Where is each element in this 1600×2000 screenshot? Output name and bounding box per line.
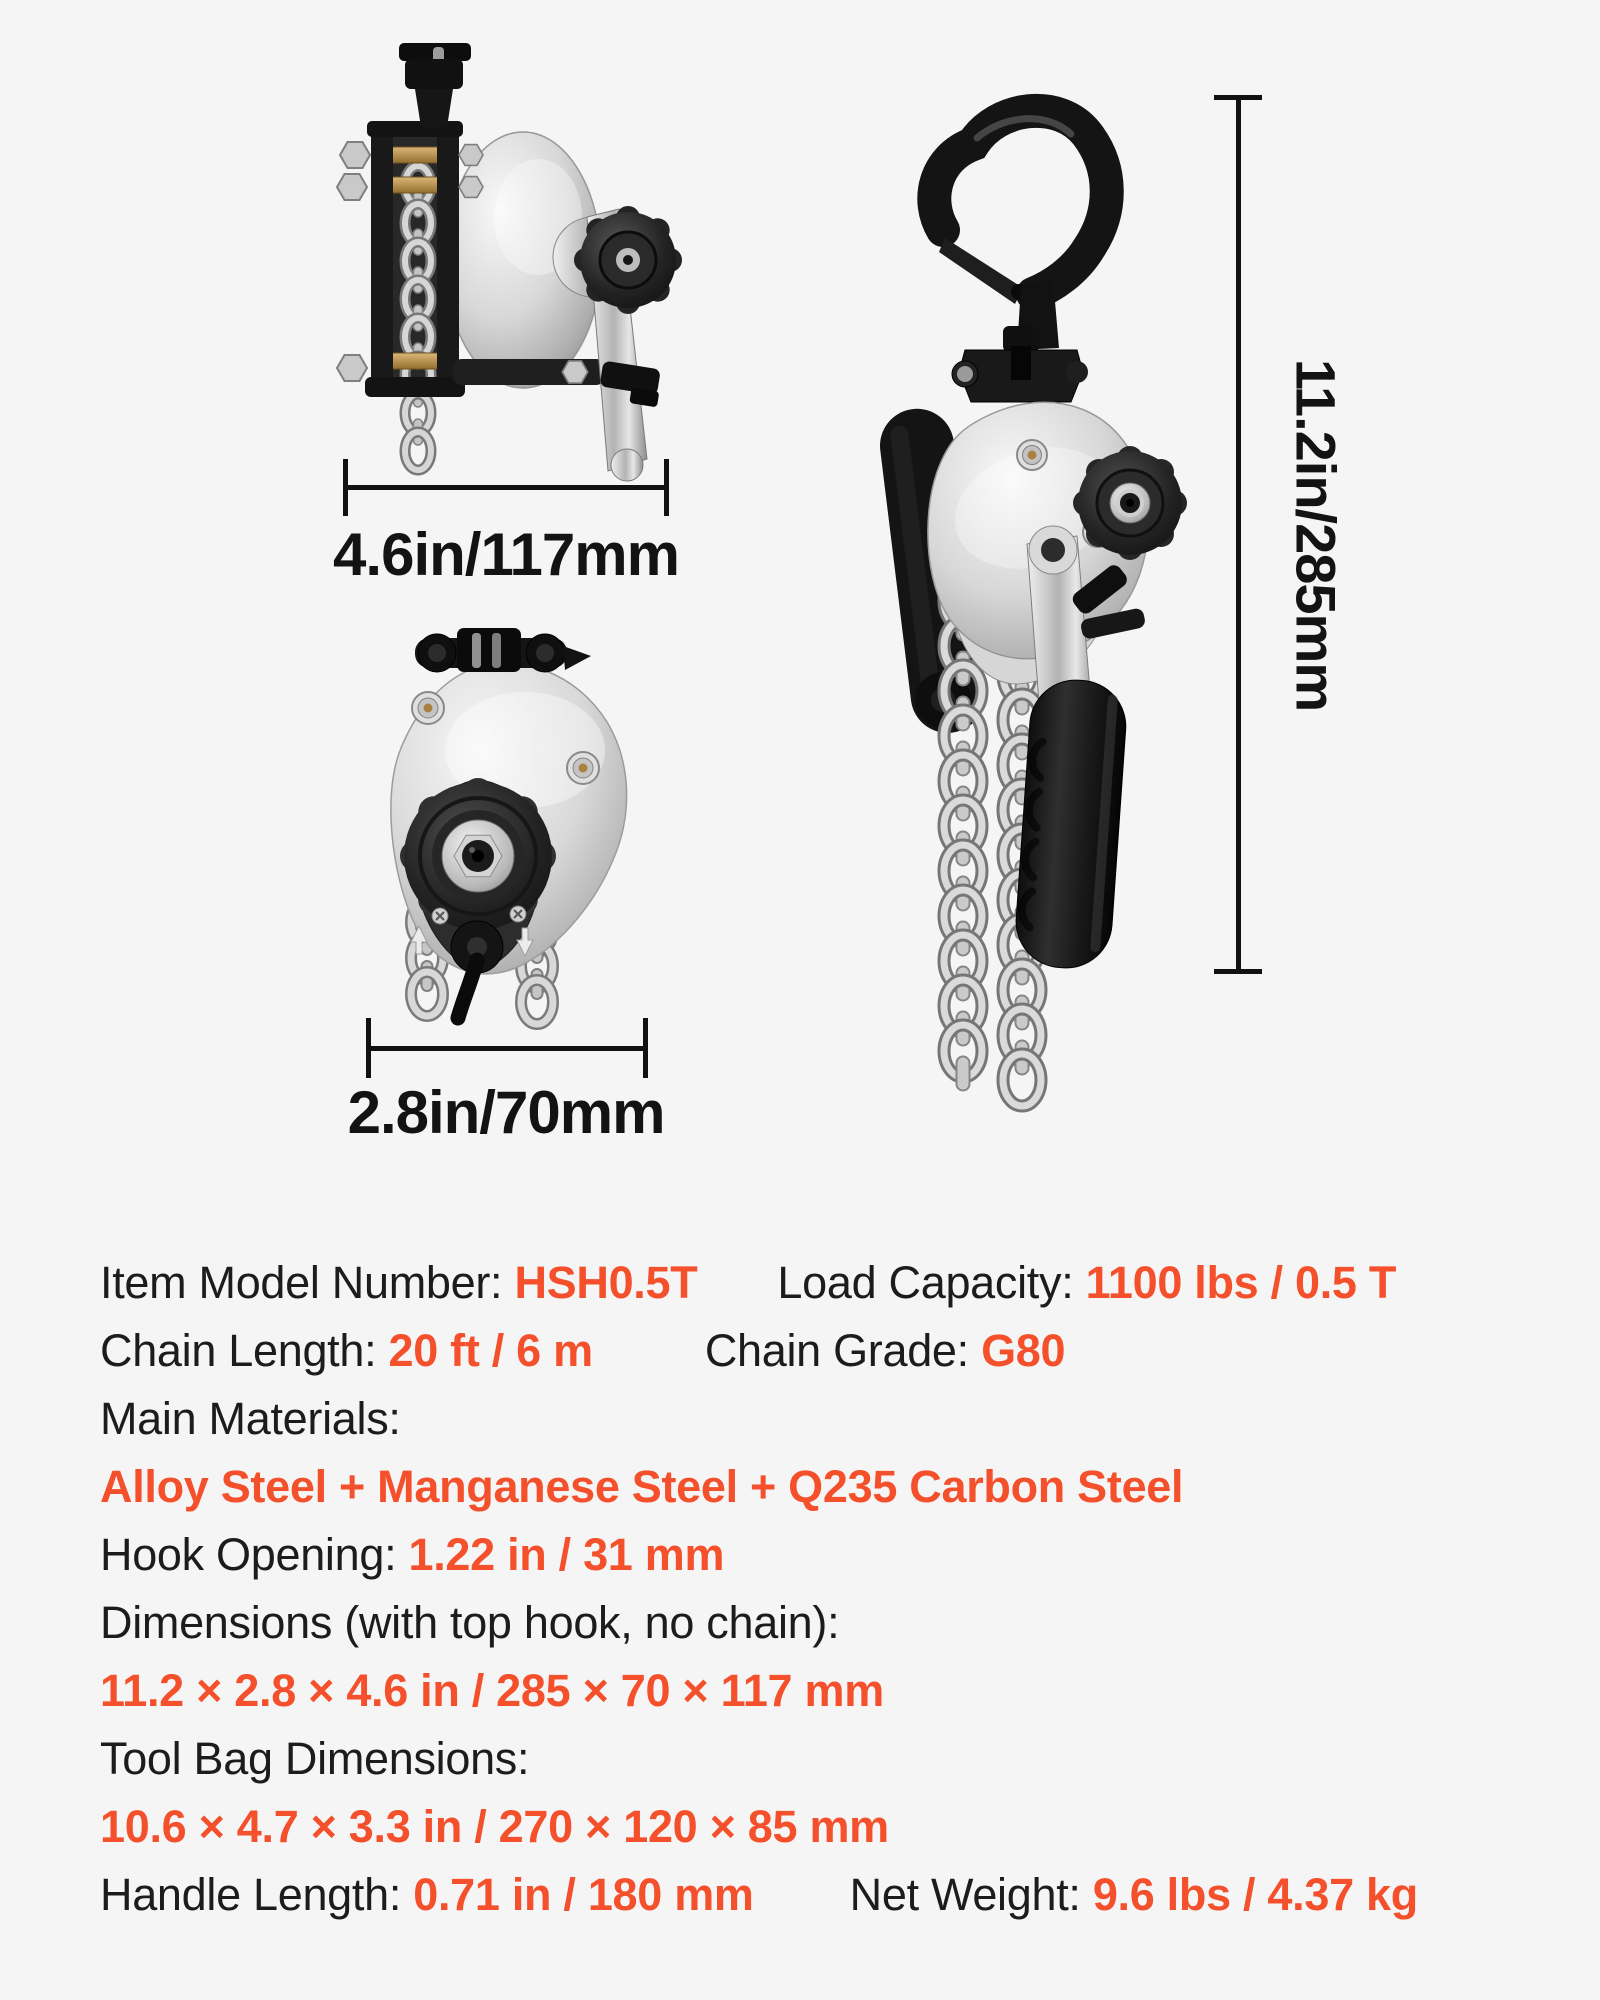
dimension-line: [343, 485, 669, 490]
spec-line-materials-label: [100, 1385, 1560, 1453]
free-wheel-knob: [400, 778, 556, 934]
front-width-label: 2.8in/70mm: [347, 1079, 665, 1146]
spacer: [697, 1297, 777, 1298]
spec-line-dimensions-value: [100, 1657, 1560, 1725]
spacer: [593, 1365, 705, 1366]
free-wheel-knob: [574, 206, 682, 314]
spec-label: Chain Length:: [100, 1325, 389, 1376]
spec-label: Main Materials:: [100, 1393, 401, 1444]
spec-label: Load Capacity:: [777, 1257, 1086, 1308]
spec-line-model-capacity: [100, 1249, 1560, 1317]
spec-value: Alloy Steel + Manganese Steel + Q235 Carbon Steel: [100, 1461, 1184, 1512]
spec-line-handle-weight: [100, 1861, 1560, 1929]
spec-line-dimensions-label: [100, 1589, 1560, 1657]
spec-label: Hook Opening:: [100, 1529, 409, 1580]
housing-bolt-upper: [1017, 440, 1047, 470]
spec-value: 11.2 × 2.8 × 4.6 in / 285 × 70 × 117 mm: [100, 1665, 884, 1716]
spec-label: Net Weight:: [849, 1869, 1093, 1920]
flange-screw-left: [432, 908, 448, 924]
free-wheel-knob: [1073, 446, 1187, 560]
spec-value: 10.6 × 4.7 × 3.3 in / 270 × 120 × 85 mm: [100, 1801, 889, 1852]
side-width-label: 4.6in/117mm: [333, 521, 679, 588]
product-side-view-image: [335, 35, 675, 480]
spec-line-toolbag-value: [100, 1793, 1560, 1861]
spec-label: Item Model Number:: [100, 1257, 515, 1308]
lever-grip-handle: [1013, 677, 1129, 971]
spec-label: Chain Grade:: [704, 1325, 982, 1376]
spec-line-hook-opening: [100, 1521, 1560, 1589]
spec-label: Tool Bag Dimensions:: [100, 1733, 530, 1784]
spec-block: [100, 1249, 1560, 1929]
load-chain: [405, 166, 431, 470]
top-bracket: [399, 43, 471, 127]
hook-safety-latch: [939, 238, 1023, 304]
top-mount-bracket: [415, 628, 591, 672]
spec-line-toolbag-label: [100, 1725, 1560, 1793]
spec-label: Handle Length:: [100, 1869, 414, 1920]
spec-value: 1100 lbs / 0.5 T: [1085, 1257, 1397, 1308]
spec-value: 9.6 lbs / 4.37 kg: [1092, 1869, 1418, 1920]
spec-line-materials-value: [100, 1453, 1560, 1521]
product-front-view-image: [355, 622, 665, 1022]
flange-screw-right: [510, 906, 526, 922]
full-height-label: 11.2in/285mm: [1284, 358, 1348, 712]
top-hook: [934, 111, 1106, 350]
spec-value: 1.22 in / 31 mm: [408, 1529, 725, 1580]
housing-bolt-left: [412, 692, 444, 724]
spec-value: G80: [981, 1325, 1066, 1376]
product-full-view-image: [885, 88, 1187, 1110]
dimension-line: [1236, 97, 1241, 972]
spec-value: HSH0.5T: [514, 1257, 698, 1308]
spec-label: Dimensions (with top hook, no chain):: [100, 1597, 840, 1648]
spec-value: 0.71 in / 180 mm: [413, 1869, 754, 1920]
dimension-line: [366, 1046, 648, 1051]
swivel-clevis: [952, 326, 1088, 402]
spacer: [754, 1909, 850, 1910]
spec-line-chain: [100, 1317, 1560, 1385]
housing-bolt-right: [567, 752, 599, 784]
spec-value: 20 ft / 6 m: [388, 1325, 593, 1376]
